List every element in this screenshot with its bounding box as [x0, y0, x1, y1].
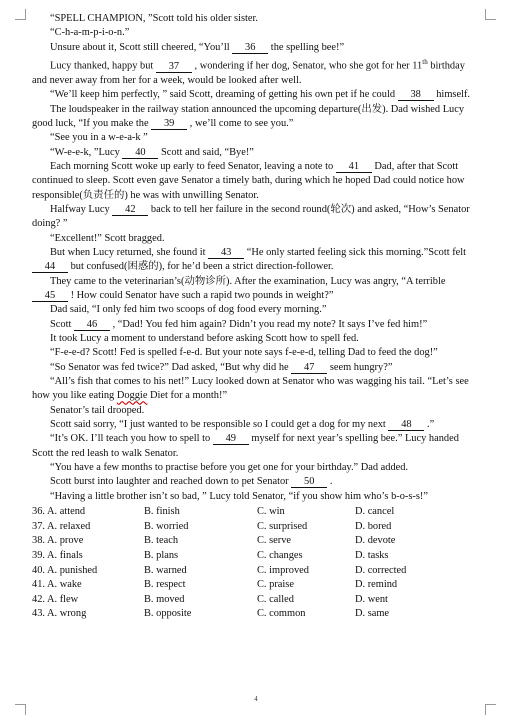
paragraph-text: , “Dad! You fed him again? Didn’t you read my note? It says I’ve fed him!” [109, 318, 428, 330]
option-row [32, 564, 480, 579]
paragraph-text: seem hungry?” [327, 361, 393, 373]
paragraph [32, 404, 480, 418]
paragraph-text: They came to the veterinarian’s(动物诊所). After the examination, Lucy was angry, “A terrible [50, 275, 446, 287]
option-choice[interactable]: B. respect [144, 579, 186, 591]
paragraph-text: “We’ll keep him perfectly, ” said Scott, dreaming of getting his own pet if he could [50, 89, 398, 101]
paragraph-text: Scott and said, “Bye!” [158, 146, 254, 158]
option-choice[interactable]: C. praise [257, 579, 294, 591]
paragraph-text: . [327, 476, 333, 488]
answer-blank[interactable]: 49 [213, 433, 249, 445]
option-row [32, 549, 480, 564]
answer-blank[interactable]: 39 [151, 118, 187, 130]
answer-blank[interactable]: 45 [32, 290, 68, 302]
option-choice[interactable]: 40. A. punished [32, 564, 98, 576]
option-choice[interactable]: D. corrected [355, 564, 407, 576]
option-choice[interactable]: C. win [257, 506, 285, 518]
paragraph-text: “See you in a w-e-a-k ” [50, 132, 148, 144]
paragraph [32, 418, 480, 432]
option-row [32, 505, 480, 520]
paragraph [32, 332, 480, 346]
answer-options [32, 505, 480, 622]
option-row [32, 520, 480, 535]
option-choice[interactable]: C. changes [257, 549, 303, 561]
paragraph [32, 303, 480, 317]
paragraph-text: Halfway Lucy [50, 203, 113, 215]
option-choice[interactable]: D. devote [355, 535, 396, 547]
answer-blank[interactable]: 37 [156, 61, 192, 73]
paragraph-text: “F-e-e-d? Scott! Fed is spelled f-e-d. But your note says f-e-e-d, telling Dad to feed the dog!” [50, 347, 438, 359]
paragraph-text: Lucy thanked, happy but [50, 60, 156, 72]
option-choice[interactable]: D. remind [355, 579, 398, 591]
paragraph-text: “W-e-e-k, ”Lucy [50, 146, 123, 158]
option-choice[interactable]: 37. A. relaxed [32, 520, 91, 532]
option-choice[interactable]: D. went [355, 593, 388, 605]
paragraph-text: birthday and never away from her for a week, would be looked after well. [32, 60, 465, 86]
paragraph [32, 160, 480, 203]
paragraph-text: but confused(困惑的), for he’d been a strict direction-follower. [68, 261, 334, 273]
option-row [32, 534, 480, 549]
crop-mark-top-left [15, 9, 26, 20]
paragraph-text: Dad said, “I only fed him two scoops of dog food every morning.” [50, 304, 327, 316]
paragraph-text: “Having a little brother isn’t so bad, ” Lucy told Senator, “if you show him who’s b-o-s-s!” [50, 490, 428, 502]
paragraph-text: “Excellent!” Scott bragged. [50, 232, 165, 244]
option-choice[interactable]: 41. A. wake [32, 579, 82, 591]
paragraph-text: .” [424, 419, 435, 431]
crop-mark-bottom-right [485, 704, 496, 715]
paragraph-text: Unsure about it, Scott still cheered, “You’ll [50, 41, 233, 53]
paragraph-text: Scott burst into laughter and reached down to pet Senator [50, 476, 292, 488]
option-choice[interactable]: D. tasks [355, 549, 389, 561]
answer-blank[interactable]: 43 [208, 247, 244, 259]
paragraph-text: myself for next year’s spelling bee.” Lucy handed Scott the red leash to walk Senator. [32, 433, 459, 459]
crop-mark-bottom-left [15, 704, 26, 715]
paragraph [32, 432, 480, 461]
option-row [32, 593, 480, 608]
answer-blank[interactable]: 42 [112, 204, 148, 216]
paragraph-text: “You have a few months to practise before you get one for your birthday.” Dad added. [50, 462, 409, 474]
paragraph [32, 146, 480, 160]
paragraph-text: “All’s fish that comes to his net!” Lucy looked down at Senator who was wagging his tail. “Let’s see how you like eating [32, 376, 469, 402]
paragraph-text: It took Lucy a moment to understand before asking Scott how to spell fed. [50, 333, 359, 345]
answer-blank[interactable]: 44 [32, 261, 68, 273]
paragraph [32, 375, 480, 404]
paragraph-text: Senator’s tail drooped. [50, 404, 145, 416]
option-choice[interactable]: C. common [257, 608, 306, 620]
paragraph [32, 246, 480, 275]
paragraph [32, 41, 480, 55]
paragraph-text: But when Lucy returned, she found it [50, 246, 209, 258]
option-choice[interactable]: C. serve [257, 535, 292, 547]
option-choice[interactable]: B. moved [144, 593, 185, 605]
option-choice[interactable]: C. surprised [257, 520, 308, 532]
option-choice[interactable]: 38. A. prove [32, 535, 84, 547]
option-choice[interactable]: B. opposite [144, 608, 192, 620]
answer-blank[interactable]: 46 [74, 319, 110, 331]
paragraph [32, 361, 480, 375]
option-choice[interactable]: B. worried [144, 520, 189, 532]
paragraph [32, 203, 480, 232]
answer-blank[interactable]: 36 [232, 42, 268, 54]
paragraph-text: Scott said sorry, “I just wanted to be responsible so I could get a dog for my next [50, 419, 389, 431]
paragraph [32, 475, 480, 489]
option-choice[interactable]: 43. A. wrong [32, 608, 87, 620]
option-choice[interactable]: 39. A. finals [32, 549, 83, 561]
page-number: 4 [254, 695, 258, 703]
answer-blank[interactable]: 38 [398, 89, 434, 101]
passage-paragraphs [32, 12, 480, 504]
paragraph-text: “He only started feeling sick this morning.”Scott felt [244, 246, 467, 258]
paragraph [32, 131, 480, 145]
paragraph-text: , wondering if her dog, Senator, who she got for her 11 [191, 60, 423, 72]
ordinal-suffix: th [422, 58, 428, 67]
paragraph [32, 26, 480, 40]
paragraph [32, 12, 480, 26]
paragraph-text: “So Senator was fed twice?” Dad asked, “But why did he [50, 361, 292, 373]
paragraph-text: himself. [433, 89, 471, 101]
option-choice[interactable]: B. warned [144, 564, 187, 576]
paragraph [32, 88, 480, 102]
option-choice[interactable]: C. called [257, 593, 294, 605]
crop-mark-top-right [485, 9, 496, 20]
passage [32, 12, 480, 622]
option-choice[interactable]: B. finish [144, 506, 180, 518]
paragraph-text: Dad, after that Scott continued to sleep. Scott even gave Senator a timely bath, during which he hoped Dad could notice how responsible(负责任的) he was with unwilling Senator. [32, 160, 465, 201]
answer-blank[interactable]: 40 [122, 147, 158, 159]
option-choice[interactable]: B. plans [144, 549, 179, 561]
answer-blank[interactable]: 47 [291, 362, 327, 374]
option-choice[interactable]: C. improved [257, 564, 309, 576]
flagged-word: Doggie [116, 390, 148, 402]
option-choice[interactable]: 42. A. flew [32, 593, 79, 605]
paragraph [32, 55, 480, 88]
paragraph-text: ! How could Senator have such a rapid two pounds in weight?” [68, 290, 334, 301]
answer-blank[interactable]: 41 [336, 161, 372, 173]
option-choice[interactable]: D. bored [355, 520, 392, 532]
paragraph-text: “It’s OK. I’ll teach you how to spell to [50, 433, 213, 445]
paragraph-text: Scott [50, 318, 74, 330]
option-choice[interactable]: D. same [355, 608, 390, 620]
paragraph [32, 232, 480, 246]
paragraph-text: back to tell her failure in the second round(轮次) and asked, “How’s Senator doing? ” [32, 203, 470, 230]
paragraph-text: the spelling bee!” [268, 41, 345, 53]
option-choice[interactable]: 36. A. attend [32, 506, 86, 518]
paragraph [32, 103, 480, 132]
paragraph [32, 318, 480, 332]
paragraph-text: Each morning Scott woke up early to feed Senator, leaving a note to [50, 160, 336, 172]
answer-blank[interactable]: 48 [388, 419, 424, 431]
option-row [32, 607, 480, 622]
option-choice[interactable]: D. cancel [355, 506, 395, 518]
option-choice[interactable]: B. teach [144, 535, 179, 547]
option-row [32, 578, 480, 593]
paragraph-text: “SPELL CHAMPION, ”Scott told his older sister. [50, 13, 258, 24]
paragraph-text: “C-h-a-m-p-i-o-n.” [50, 27, 130, 39]
paragraph-text: The loudspeaker in the railway station announced the upcoming departure(出发). Dad wished Lucy good luck, “If you make the [32, 103, 465, 129]
paragraph [32, 461, 480, 475]
paragraph-text: Diet for a month!” [147, 390, 228, 402]
paragraph [32, 275, 480, 304]
answer-blank[interactable]: 50 [291, 476, 327, 488]
paragraph-text: , we’ll come to see you.” [187, 117, 294, 129]
paragraph [32, 346, 480, 360]
paragraph [32, 490, 480, 504]
